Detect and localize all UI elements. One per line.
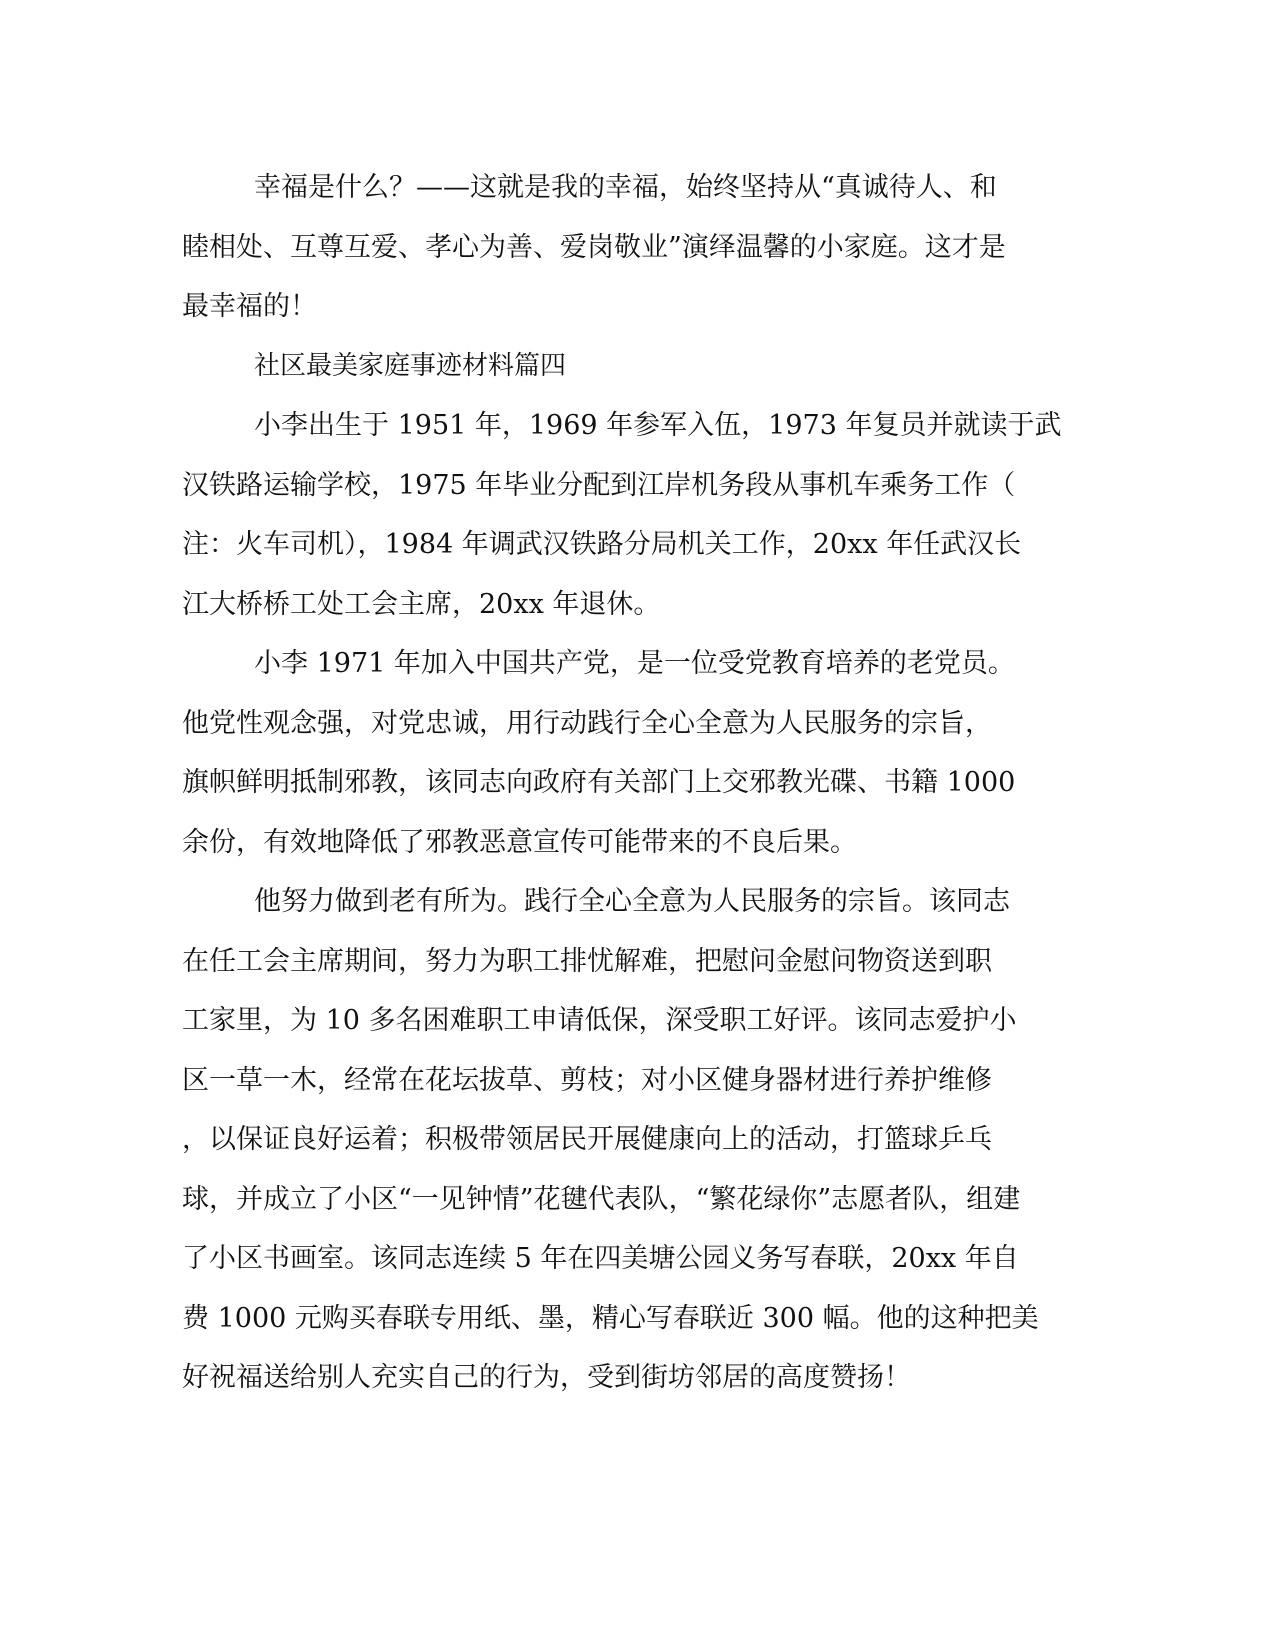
text-line: ，以保证良好运着；积极带领居民开展健康向上的活动，打篮球乒乓 [182,1124,992,1155]
text-line: 小李出生于 1951 年，1969 年参军入伍，1973 年复员并就读于武 [254,410,1062,441]
heading-text: 社区最美家庭事迹材料篇四 [254,350,567,381]
text-line: 江大桥桥工处工会主席，20xx 年退休。 [182,588,661,620]
text-line: 小李 1971 年加入中国共产党，是一位受党教育培养的老党员。 [254,648,1015,679]
paragraph [182,634,1042,872]
paragraph [182,396,1062,634]
text-line: 他努力做到老有所为。践行全心全意为人民服务的宗旨。该同志 [254,886,1010,917]
text-line: 汉铁路运输学校，1975 年毕业分配到江岸机务段从事机车乘务工作（ [182,469,1016,501]
text-line: 余份，有效地降低了邪教恶意宣传可能带来的不良后果。 [182,826,857,858]
text-line: 睦相处、互尊互爱、孝心为善、爱岗敬业”演绎温馨的小家庭。这才是 [182,231,1006,263]
text-line: 区一草一木，经常在花坛拔草、剪枝；对小区健身器材进行养护维修 [182,1064,992,1096]
text-line: 注：火车司机），1984 年调武汉铁路分局机关工作，20xx 年任武汉长 [182,529,1022,560]
text-line: 工家里，为 10 多名困难职工申请低保，深受职工好评。该同志爱护小 [182,1005,1017,1036]
section-heading [182,337,1042,397]
document-body [182,158,1062,1408]
text-line: 在任工会主席期间，努力为职工排忧解难，把慰问金慰问物资送到职 [182,945,992,977]
text-line: 他党性观念强，对党忠诚，用行动践行全心全意为人民服务的宗旨， [182,707,992,739]
text-line: 好祝福送给别人充实自己的行为，受到街坊邻居的高度赞扬！ [182,1362,911,1393]
text-line: 幸福是什么？——这就是我的幸福，始终坚持从“真诚待人、和 [254,172,997,203]
paragraph [182,158,1042,337]
text-line: 旗帜鲜明抵制邪教，该同志向政府有关部门上交邪教光碟、书籍 1000 [182,767,1016,798]
text-line: 球，并成立了小区“一见钟情”花毽代表队，“繁花绿你”志愿者队，组建 [182,1183,1021,1215]
text-line: 最幸福的！ [182,291,317,322]
text-line: 费 1000 元购买春联专用纸、墨，精心写春联近 300 幅。他的这种把美 [182,1302,1039,1334]
text-line: 了小区书画室。该同志连续 5 年在四美塘公园义务写春联，20xx 年自 [182,1243,1019,1274]
paragraph [182,872,1042,1408]
